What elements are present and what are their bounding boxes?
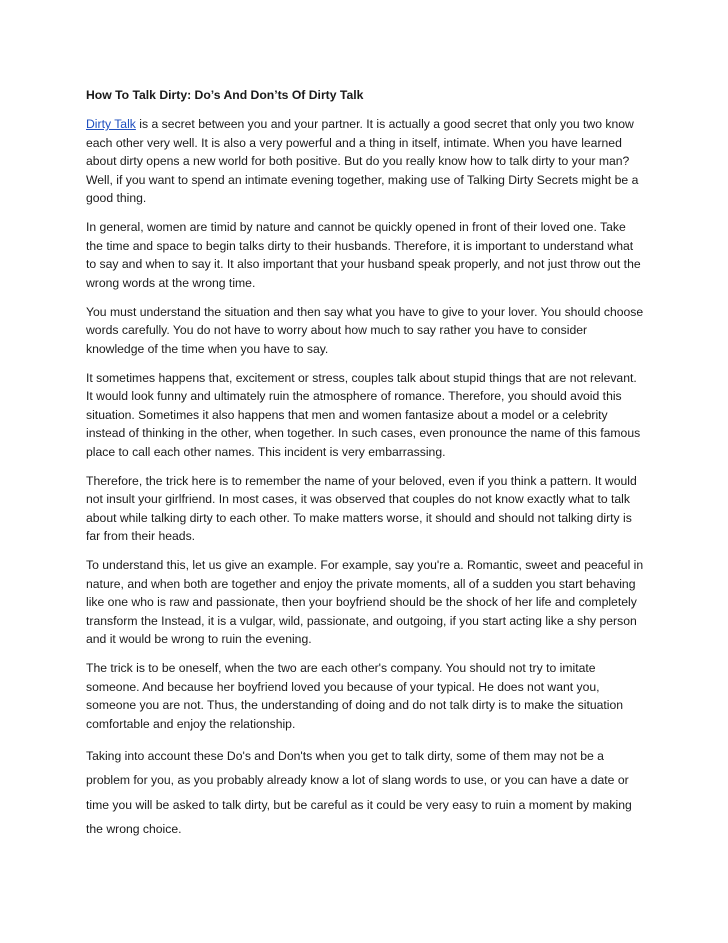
intro-paragraph: [86, 115, 646, 208]
paragraph-4: Therefore, the trick here is to remember the name of your beloved, even if you think a pattern. It would not insult your girlfriend. In most cases, it was observed that couples do not know exactly what to talk about while talking dirty to each other. To make matters worse, it should and should not talking dirty is far from their heads.: [86, 473, 637, 543]
paragraph-6: The trick is to be oneself, when the two are each other's company. You should not try to imitate someone. And because her boyfriend loved you because of your typical. He does not want you, someone you are not. Thus, the understanding of doing and do not talk dirty is to make the situation comfortable and enjoy the relationship.: [86, 661, 624, 731]
dirty-talk-link[interactable]: Dirty Talk: [86, 117, 136, 131]
document-title: How To Talk Dirty: Do’s And Don’ts Of Dirty Talk: [86, 88, 364, 102]
paragraph-2: You must understand the situation and then say what you have to give to your lover. You should choose words carefully. You do not have to worry about how much to say rather you have to consider knowledge of the time when you have to say.: [86, 304, 644, 356]
paragraph-5: To understand this, let us give an example. For example, say you're a. Romantic, sweet and peaceful in nature, and when both are together and enjoy the private moments, all of a sudden you start behaving like one who is raw and passionate, then your boyfriend should be the shock of her life and completely transform the Instead, it is a vulgar, wild, passionate, and outgoing, if you start acting like a shy person and it would be wrong to ruin the evening.: [86, 558, 644, 646]
intro-text: is a secret between you and your partner. It is actually a good secret that only you two know each other very well. It is also a very powerful and a thing in itself, intimate. When you have learned about dirty opens a new world for both positive. But do you really know how to talk dirty to your man? Well, if you want to spend an intimate evening together, making use of Talking Dirty Secrets might be a good thing.: [86, 117, 639, 205]
paragraph-1: In general, women are timid by nature and cannot be quickly opened in front of their loved one. Take the time and space to begin talks dirty to their husbands. Therefore, it is important to understand what to say and when to say it. It also important that your husband speak properly, and not just throw out the wrong words at the wrong time.: [86, 220, 641, 290]
paragraph-3: It sometimes happens that, excitement or stress, couples talk about stupid things that are not relevant. It would look funny and ultimately ruin the atmosphere of romance. Therefore, you should avoid this situation. Sometimes it also happens that men and women fantasize about a model or a celebrity instead of thinking in the other, when together. In such cases, even pronounce the name of this famous place to call each other names. This incident is very embarrassing.: [86, 370, 641, 459]
document-page: [86, 86, 646, 852]
closing-paragraph: Taking into account these Do's and Don'ts when you get to talk dirty, some of them may not be a problem for you, as you probably already know a lot of slang words to use, or you can have a date or time you will be asked to talk dirty, but be careful as it could be very easy to ruin a moment by making the wrong choice.: [86, 748, 632, 836]
